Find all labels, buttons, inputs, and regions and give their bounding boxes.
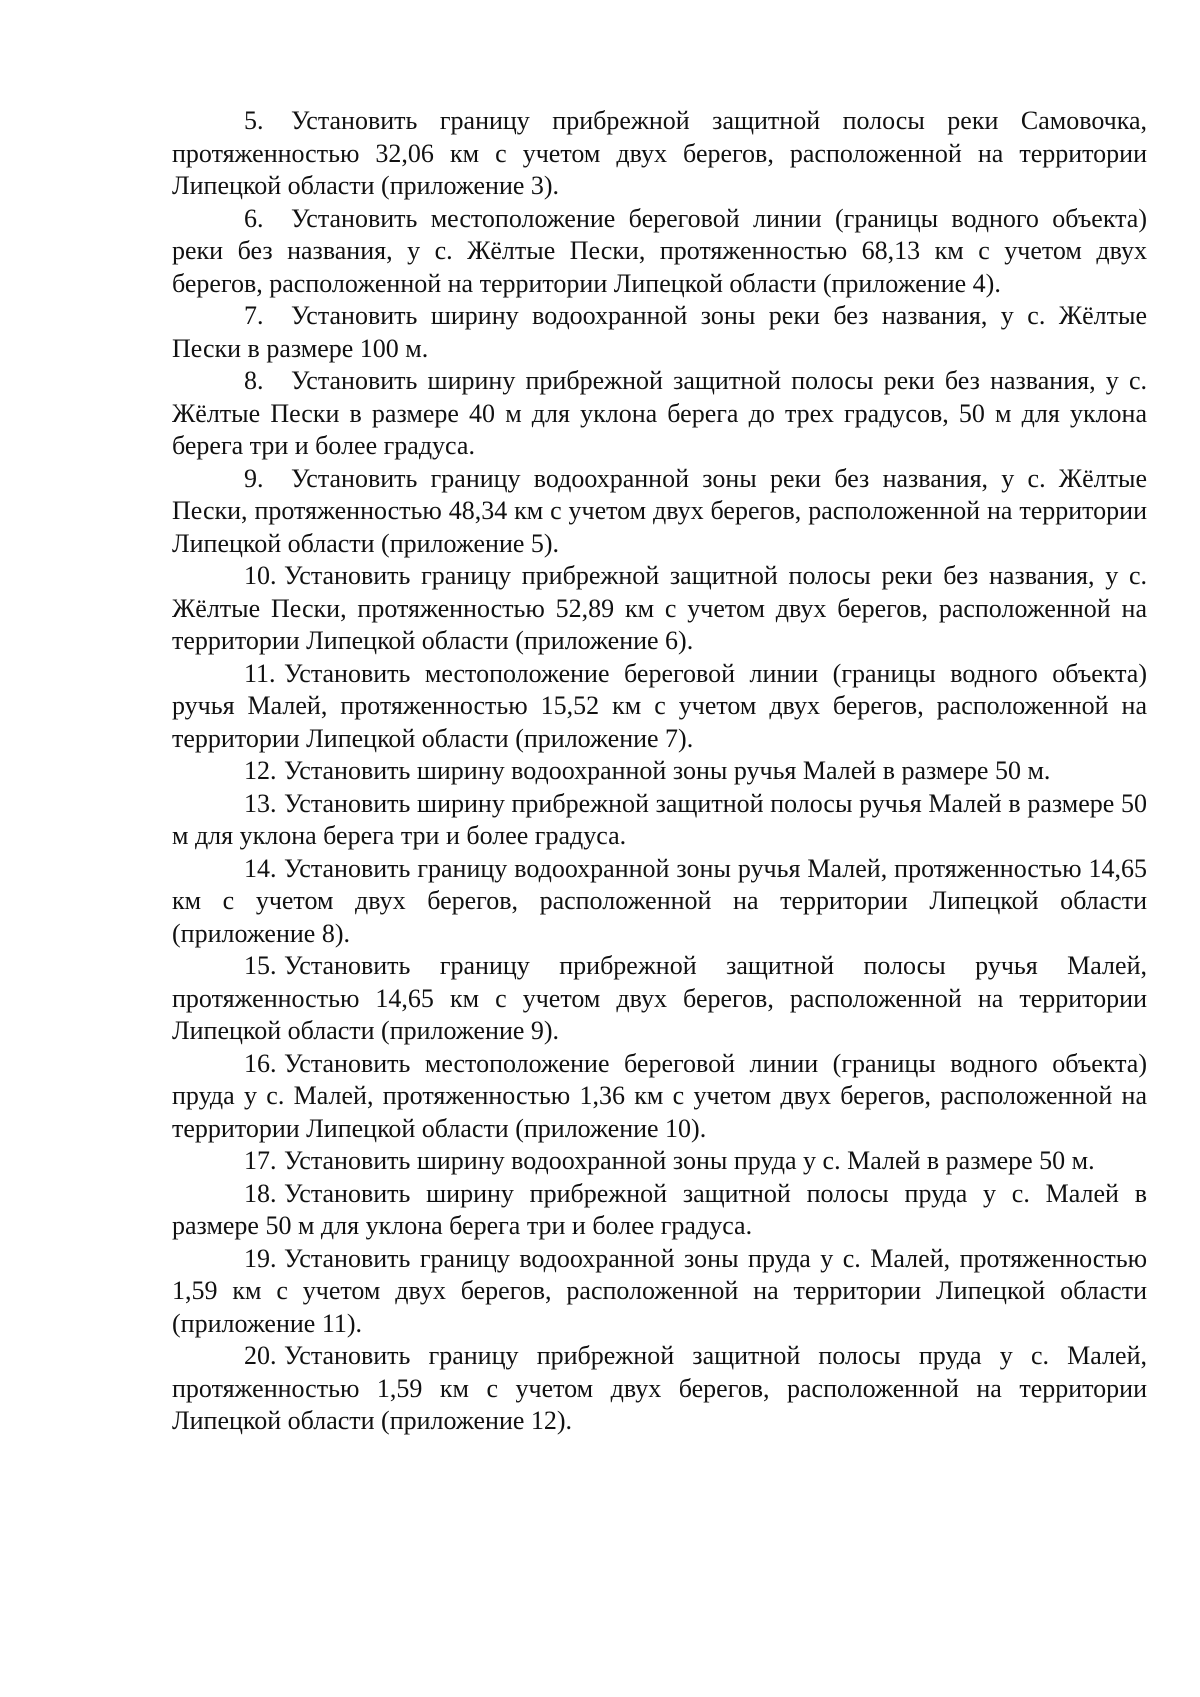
clause-number: 5. [244,106,264,135]
clause-12 [172,755,1147,788]
clause-18 [172,1178,1147,1243]
clause-6 [172,203,1147,301]
clause-text: Установить местоположение береговой линии (границы водного объекта) пруда у с. Малей, протяженностью 1,36 км с учетом двух берегов, расположенной на территории Липецкой области (приложение 10). [172,1048,1147,1143]
clause-text: Установить местоположение береговой линии (границы водного объекта) реки без названия, у с. Жёлтые Пески, протяженностью 68,13 км с учетом двух берегов, расположенной на территории Липецкой области (приложение 4). [172,203,1147,298]
clause-7 [172,300,1147,365]
clause-number: 8. [244,366,264,395]
clause-19 [172,1243,1147,1341]
clause-5 [172,105,1147,203]
clause-text: Установить ширину водоохранной зоны реки без названия, у с. Жёлтые Пески в размере 100 м. [172,301,1147,363]
clause-16 [172,1048,1147,1146]
clause-text: Установить местоположение береговой линии (границы водного объекта) ручья Малей, протяженностью 15,52 км с учетом двух берегов, расположенной на территории Липецкой области (приложение 7). [172,658,1147,753]
clause-number: 9. [244,463,264,493]
clause-17 [172,1145,1147,1178]
clause-text: Установить границу прибрежной защитной полосы реки без названия, у с. Жёлтые Пески, протяженностью 52,89 км с учетом двух берегов, расположенной на территории Липецкой области (приложение 6). [172,561,1147,655]
clause-text: Установить границу водоохранной зоны ручья Малей, протяженностью 14,65 км с учетом двух берегов, расположенной на территории Липецкой области (приложение 8). [172,853,1147,948]
clause-text: Установить границу водоохранной зоны реки без названия, у с. Жёлтые Пески, протяженностью 48,34 км с учетом двух берегов, расположенной на территории Липецкой области (приложение 5). [172,463,1147,558]
clause-text: Установить ширину прибрежной защитной полосы реки без названия, у с. Жёлтые Пески в размере 40 м для уклона берега до трех градусов, 50 м для уклона берега три и более градуса. [172,366,1147,460]
clause-text: Установить границу прибрежной защитной полосы пруда у с. Малей, протяженностью 1,59 км с учетом двух берегов, расположенной на территории Липецкой области (приложение 12). [172,1341,1147,1435]
clause-number: 12. [244,756,277,785]
clause-text: Установить границу прибрежной защитной полосы ручья Малей, протяженностью 14,65 км с учетом двух берегов, расположенной на территории Липецкой области (приложение 9). [172,951,1147,1045]
clause-number: 20. [244,1341,277,1370]
clause-text: Установить ширину водоохранной зоны пруда у с. Малей в размере 50 м. [284,1146,1095,1175]
clause-number: 17. [244,1146,277,1175]
clause-8 [172,365,1147,463]
clause-number: 14. [244,853,277,883]
clause-number: 15. [244,951,277,980]
clause-20 [172,1340,1147,1438]
clause-text: Установить ширину прибрежной защитной полосы ручья Малей в размере 50 м для уклона берега три и более градуса. [172,788,1147,850]
clause-number: 13. [244,788,277,818]
clause-text: Установить границу прибрежной защитной полосы реки Самовочка, протяженностью 32,06 км с учетом двух берегов, расположенной на территории Липецкой области (приложение 3). [172,106,1147,200]
clause-number: 6. [244,203,264,233]
clause-number: 10. [244,561,277,590]
clause-10 [172,560,1147,658]
clause-14 [172,853,1147,951]
clause-text: Установить ширину водоохранной зоны ручья Малей в размере 50 м. [284,756,1051,785]
clause-number: 11. [244,658,276,688]
clause-text: Установить границу водоохранной зоны пруда у с. Малей, протяженностью 1,59 км с учетом двух берегов, расположенной на территории Липецкой области (приложение 11). [172,1243,1147,1338]
clause-number: 19. [244,1243,277,1273]
clause-number: 7. [244,301,264,330]
clause-13 [172,788,1147,853]
clause-15 [172,950,1147,1048]
clause-number: 18. [244,1178,277,1208]
document-page [172,105,1147,1438]
clause-9 [172,463,1147,561]
clause-number: 16. [244,1048,277,1078]
clause-text: Установить ширину прибрежной защитной полосы пруда у с. Малей в размере 50 м для уклона берега три и более градуса. [172,1178,1147,1240]
clause-11 [172,658,1147,756]
